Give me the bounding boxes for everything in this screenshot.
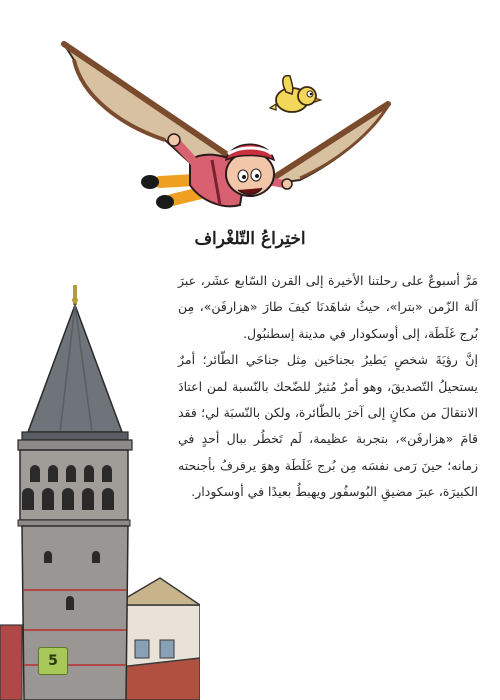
page-number-badge: 5 [38, 647, 68, 675]
paragraph-1: مَرَّ أسبوعٌ على رحلتنا الأخيرة إلى القرن السّابع عشَر، عبرَ آلة الزّمن «بترا»، حيثُ شاهَدنَا كيفَ طارَ «هزارفَن»، مِن بُرج غَلَطَة، إلى أوسكودار في مدينة إسطنبُول. [178, 273, 478, 341]
galata-tower-icon [0, 0, 200, 700]
story-text [178, 268, 478, 506]
page-title: اختِراعُ التّلغْراف [194, 229, 306, 249]
paragraph-2: إنَّ رؤيَةَ شخصٍ يَطيرُ بجناحَين مِثل جناحَي الطّائر؛ أمرٌ يستحيلُ التّصديقَ، وهو أمرٌ مُثيرٌ للضّحك بالنّسبة لمن اعتادَ الانتقالَ من مكانٍ إلى آخرَ بالطّائرة، ولكن بالنّسبَة لي؛ فقد قامَ «هزارفَن»، بتجربة عظيمة، لَم تَخطُر ببال أحدٍ في زمانه؛ حينَ رَمى نفسَه مِن بُرج غَلَطَة وهوَ يرفرفُ بأجنحته الكبيرَة، عبرَ مضيقِ البُوسفُور ويهبطُ بعيدًا في أوسكودار. [178, 352, 478, 500]
